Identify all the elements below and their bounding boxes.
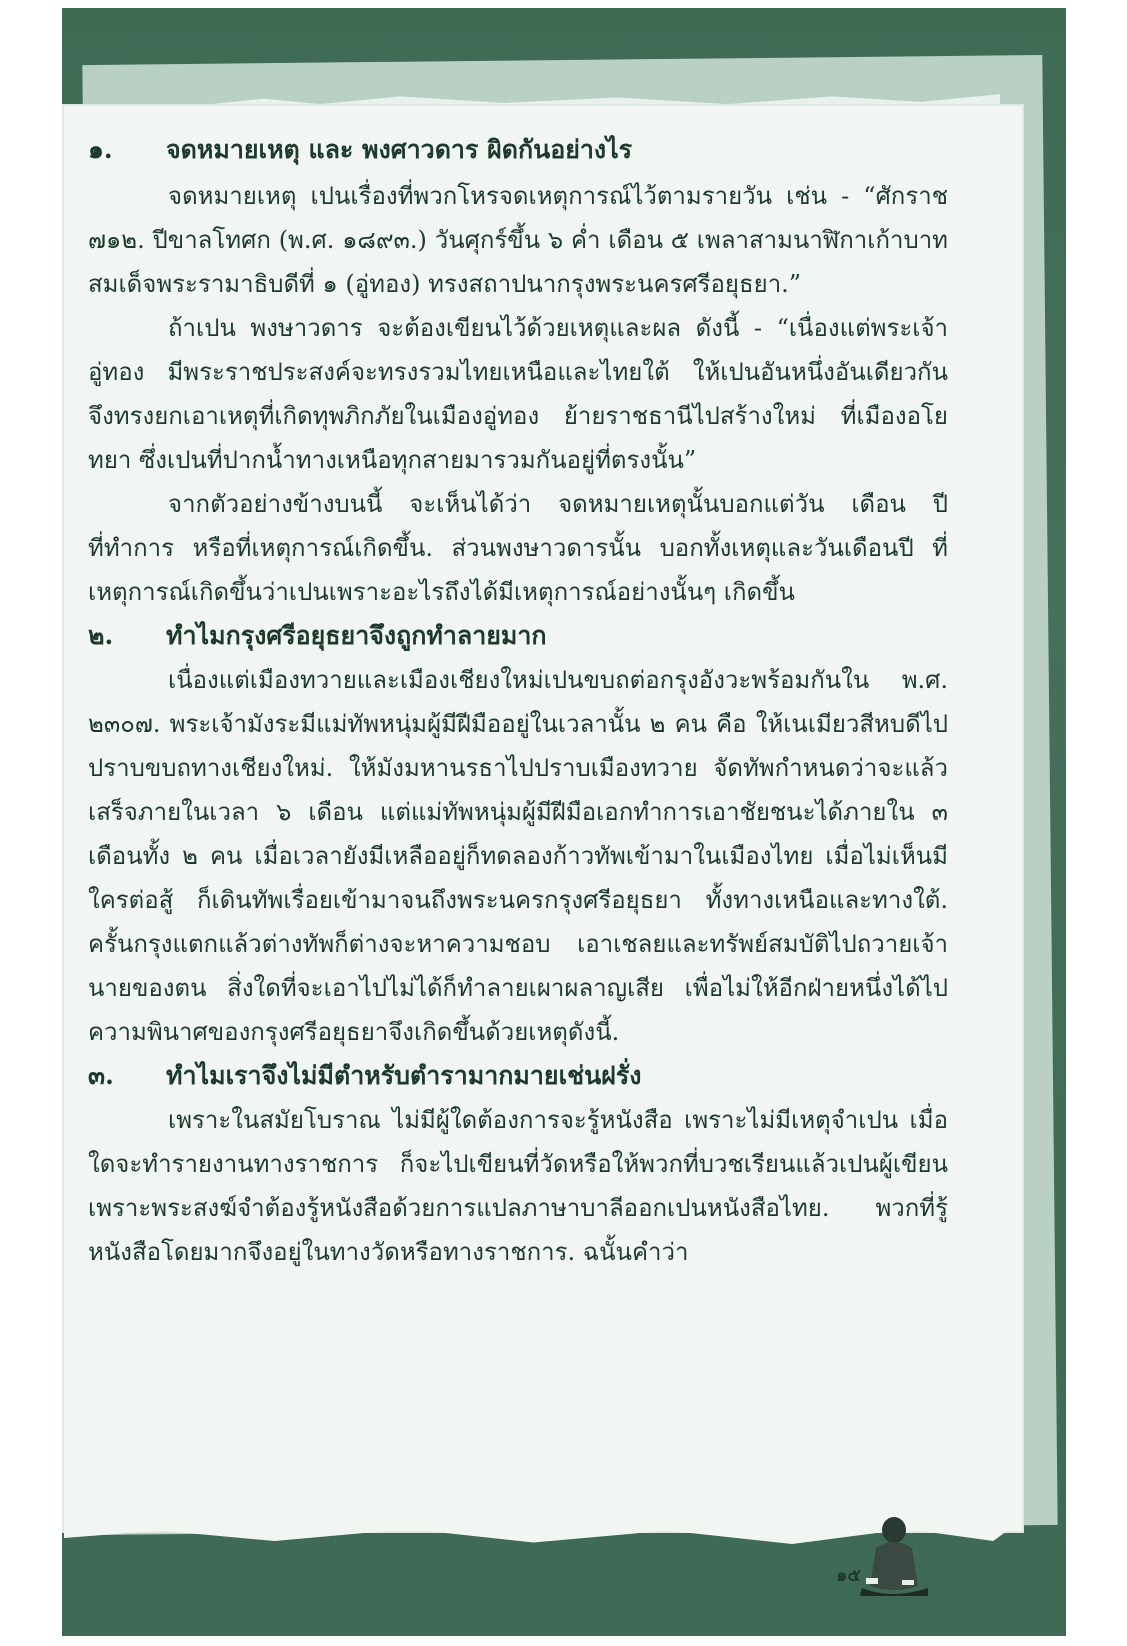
section-2 <box>88 614 948 1054</box>
section-number: ๑. <box>88 135 113 164</box>
paragraph: เพราะในสมัยโบราณ ไม่มีผู้ใดต้องการจะรู้หนังสือ เพราะไม่มีเหตุจำเปน เมื่อใดจะทำรายงานทางราชการ ก็จะไปเขียนที่วัดหรือให้พวกที่บวชเรียนแล้วเปนผู้เขียน เพราะพระสงฆ์จำต้องรู้หนังสือด้วยการแปลภาษาบาลีออกเปนหนังสือไทย. พวกที่รู้หนังสือโดยมากจึงอยู่ในทางวัดหรือทางราชการ. ฉนั้นคำว่า <box>88 1106 948 1266</box>
section-title: ทำไมเราจึงไม่มีตำหรับตำรามากมายเช่นฝรั่ง <box>166 1061 642 1090</box>
paragraph: จดหมายเหตุ เปนเรื่องที่พวกโหรจดเหตุการณ์ไว้ตามรายวัน เช่น - “ศักราช ๗๑๒. ปีขาลโทศก (พ.ศ. ๑๘๙๓.) วันศุกร์ขึ้น ๖ ค่ำ เดือน ๕ เพลาสามนาฬิกาเก้าบาท สมเด็จพระรามาธิบดีที่ ๑ (อู่ทอง) ทรงสถาปนากรุงพระนครศรีอยุธยา.” <box>88 182 948 298</box>
paragraph: เนื่องแต่เมืองทวายและเมืองเชียงใหม่เปนขบถต่อกรุงอังวะพร้อมกันใน พ.ศ. ๒๓๐๗. พระเจ้ามังระมีแม่ทัพหนุ่มผู้มีฝีมืออยู่ในเวลานั้น ๒ คน คือ ให้เนเมียวสีหบดีไปปราบขบถทางเชียงใหม่. ให้มังมหานรธาไปปราบเมืองทวาย จัดทัพกำหนดว่าจะแล้วเสร็จภายในเวลา ๖ เดือน แต่แม่ทัพหนุ่มผู้มีฝีมือเอกทำการเอาชัยชนะได้ภายใน ๓ เดือนทั้ง ๒ คน เมื่อเวลายังมีเหลืออยู่ก็ทดลองก้าวทัพเข้ามาในเมืองไทย เมื่อไม่เห็นมีใครต่อสู้ ก็เดินทัพเรื่อยเข้ามาจนถึงพระนครกรุงศรีอยุธยา ทั้งทางเหนือและทางใต้. ครั้นกรุงแตกแล้วต่างทัพก็ต่างจะหาความชอบ เอาเชลยและทรัพย์สมบัติไปถวายเจ้านายของตน สิ่งใดที่จะเอาไปไม่ได้ก็ทำลายเผาผลาญเสีย เพื่อไม่ให้อีกฝ่ายหนึ่งได้ไป ความพินาศของกรุงศรีอยุธยาจึงเกิดขึ้นด้วยเหตุดังนี้. <box>88 666 948 1046</box>
section-title: จดหมายเหตุ และ พงศาวดาร ผิดกันอย่างไร <box>166 135 633 164</box>
paragraph: จากตัวอย่างข้างบนนี้ จะเห็นได้ว่า จดหมายเหตุนั้นบอกแต่วัน เดือน ปี ที่ทำการ หรือที่เหตุการณ์เกิดขึ้น. ส่วนพงษาวดารนั้น บอกทั้งเหตุและวันเดือนปี ที่เหตุการณ์เกิดขึ้นว่าเปนเพราะอะไรถึงได้มีเหตุการณ์อย่างนั้นๆ เกิดขึ้น <box>88 490 948 606</box>
seated-figure-illustration <box>852 1508 932 1598</box>
paragraph: ถ้าเปน พงษาวดาร จะต้องเขียนไว้ด้วยเหตุและผล ดังนี้ - “เนื่องแต่พระเจ้าอู่ทอง มีพระราชประสงค์จะทรงรวมไทยเหนือและไทยใต้ ให้เปนอันหนึ่งอันเดียวกัน จึงทรงยกเอาเหตุที่เกิดทุพภิกภัยในเมืองอู่ทอง ย้ายราชธานีไปสร้างใหม่ ที่เมืองอโยทยา ซึ่งเปนที่ปากน้ำทางเหนือทุกสายมารวมกันอยู่ที่ตรงนั้น” <box>88 314 948 474</box>
section-3 <box>88 1054 948 1274</box>
section-heading <box>88 1054 948 1098</box>
section-number: ๓. <box>88 1061 114 1090</box>
page-number: ๑๕ <box>836 1565 862 1586</box>
section-heading <box>88 128 948 172</box>
section-1 <box>88 128 948 614</box>
section-heading <box>88 614 948 658</box>
section-number: ๒. <box>88 621 114 650</box>
section-title: ทำไมกรุงศรีอยุธยาจึงถูกทำลายมาก <box>166 621 547 650</box>
document-body <box>88 128 948 1274</box>
